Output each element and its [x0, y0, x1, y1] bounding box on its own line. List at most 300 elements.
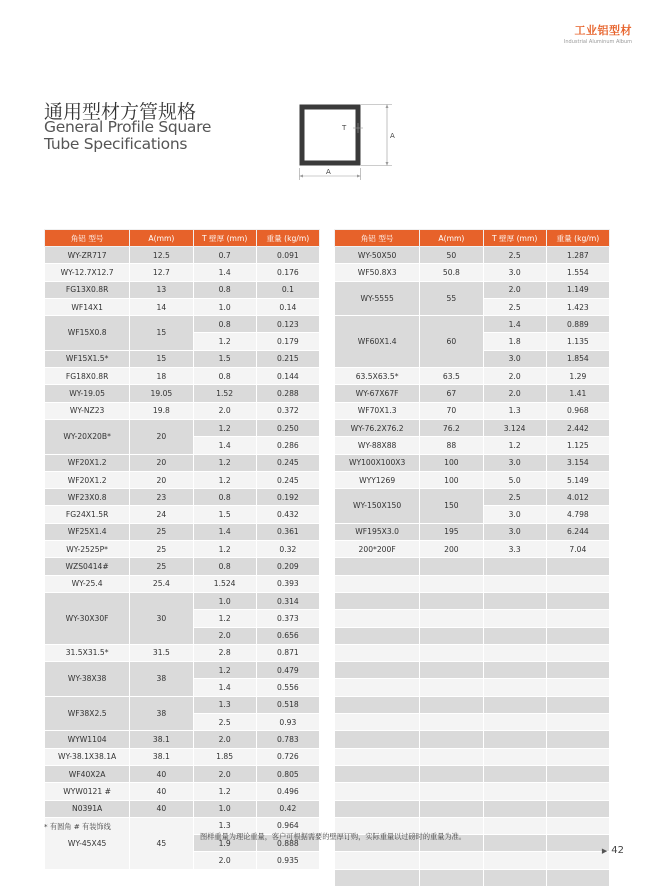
cell-a: 25 [130, 558, 193, 575]
cell-thickness: 1.4 [193, 679, 256, 696]
cell-empty [335, 558, 420, 575]
table-row-empty [335, 558, 610, 575]
cell-a: 76.2 [420, 419, 483, 436]
cell-thickness: 2.0 [193, 627, 256, 644]
cell-model: WY-20X20B* [45, 419, 130, 454]
cell-weight: 0.176 [256, 264, 319, 281]
cell-empty [335, 575, 420, 592]
cell-a: 19.05 [130, 385, 193, 402]
cell-empty [546, 679, 609, 696]
cell-a: 100 [420, 454, 483, 471]
cell-empty [483, 800, 546, 817]
cell-a: 50.8 [420, 264, 483, 281]
cell-a: 63.5 [420, 368, 483, 385]
table-row [45, 489, 320, 506]
table-row-empty [335, 679, 610, 696]
cell-empty [420, 592, 483, 609]
cell-thickness: 2.5 [483, 247, 546, 264]
table-row [335, 523, 610, 540]
cell-thickness: 0.8 [193, 558, 256, 575]
cell-a: 31.5 [130, 644, 193, 661]
cell-empty [420, 869, 483, 886]
header-model: 角铝 型号 [45, 230, 130, 247]
cell-thickness: 2.0 [483, 368, 546, 385]
cell-weight: 1.125 [546, 437, 609, 454]
cell-model: WY-67X67F [335, 385, 420, 402]
cell-model: WF20X1.2 [45, 454, 130, 471]
cell-a: 195 [420, 523, 483, 540]
cell-thickness: 1.9 [193, 835, 256, 852]
cell-thickness: 0.8 [193, 368, 256, 385]
cell-weight: 0.871 [256, 644, 319, 661]
cell-a: 25 [130, 523, 193, 540]
cell-model: WF20X1.2 [45, 471, 130, 488]
cell-empty [483, 627, 546, 644]
cell-model: WY100X100X3 [335, 454, 420, 471]
cell-empty [420, 575, 483, 592]
table-row [45, 471, 320, 488]
cell-weight: 0.314 [256, 592, 319, 609]
table-row [45, 783, 320, 800]
cell-a: 150 [420, 489, 483, 524]
table-row [335, 368, 610, 385]
cell-model: WF38X2.5 [45, 696, 130, 731]
cell-weight: 0.144 [256, 368, 319, 385]
cell-model: WY-5555 [335, 281, 420, 316]
cell-empty [335, 800, 420, 817]
table-row [45, 385, 320, 402]
table-row [45, 368, 320, 385]
cell-weight: 0.32 [256, 541, 319, 558]
table-row [45, 281, 320, 298]
cell-empty [483, 852, 546, 869]
table-row-empty [335, 748, 610, 765]
cell-weight: 0.964 [256, 817, 319, 834]
cell-empty [546, 817, 609, 834]
cell-thickness: 3.0 [483, 350, 546, 367]
cell-thickness: 1.0 [193, 800, 256, 817]
table-row [45, 506, 320, 523]
brand-name-cn: 工业铝型材 [574, 24, 632, 37]
cell-a: 24 [130, 506, 193, 523]
cell-thickness: 1.5 [193, 506, 256, 523]
cell-empty [546, 731, 609, 748]
cell-a: 23 [130, 489, 193, 506]
cell-thickness: 1.2 [193, 471, 256, 488]
table-row [45, 696, 320, 713]
cell-empty [483, 679, 546, 696]
cell-a: 70 [420, 402, 483, 419]
cell-thickness: 1.0 [193, 592, 256, 609]
cell-a: 67 [420, 385, 483, 402]
page-title-en [44, 119, 211, 153]
table-row-empty [335, 869, 610, 886]
cell-empty [335, 731, 420, 748]
cell-weight: 0.556 [256, 679, 319, 696]
table-row [45, 298, 320, 315]
table-row-empty [335, 696, 610, 713]
cell-thickness: 1.2 [193, 333, 256, 350]
cell-model: WZS0414# [45, 558, 130, 575]
cell-thickness: 1.2 [193, 662, 256, 679]
arrow-right-icon: ▶ [601, 847, 608, 855]
table-row [45, 592, 320, 609]
cell-a: 14 [130, 298, 193, 315]
cell-model: WYY1269 [335, 471, 420, 488]
cell-model: WY-12.7X12.7 [45, 264, 130, 281]
cell-model: WYW1104 [45, 731, 130, 748]
header-model: 角铝 型号 [335, 230, 420, 247]
table-row [335, 402, 610, 419]
cell-empty [546, 696, 609, 713]
table-header-row [45, 230, 320, 247]
table-row [335, 419, 610, 436]
cell-empty [546, 644, 609, 661]
tube-section-shape [302, 107, 358, 163]
cell-model: WF23X0.8 [45, 489, 130, 506]
cell-empty [546, 852, 609, 869]
table-row [45, 644, 320, 661]
cell-empty [546, 575, 609, 592]
cell-empty [335, 679, 420, 696]
cell-weight: 1.854 [546, 350, 609, 367]
table-row [335, 541, 610, 558]
cell-empty [483, 714, 546, 731]
cell-empty [546, 835, 609, 852]
table-row-empty [335, 662, 610, 679]
cell-empty [420, 852, 483, 869]
cell-empty [420, 627, 483, 644]
cell-a: 38 [130, 662, 193, 697]
cell-model: WY-NZ23 [45, 402, 130, 419]
cell-model: WF50.8X3 [335, 264, 420, 281]
cell-weight: 0.496 [256, 783, 319, 800]
cell-model: WY-2525P* [45, 541, 130, 558]
table-row-empty [335, 765, 610, 782]
cell-model: WYW0121 # [45, 783, 130, 800]
cell-empty [546, 592, 609, 609]
cell-model: FG24X1.5R [45, 506, 130, 523]
label-t: T [342, 124, 347, 132]
brand-logo [564, 22, 632, 45]
cell-weight: 0.93 [256, 714, 319, 731]
table-row [335, 471, 610, 488]
cell-a: 18 [130, 368, 193, 385]
cell-a: 50 [420, 247, 483, 264]
cell-model: WF40X2A [45, 765, 130, 782]
cell-empty [546, 765, 609, 782]
cell-model: WY-38.1X38.1A [45, 748, 130, 765]
cell-empty [483, 765, 546, 782]
table-row-empty [335, 644, 610, 661]
cell-thickness: 1.4 [193, 523, 256, 540]
cell-a: 60 [420, 316, 483, 368]
cell-thickness: 3.0 [483, 454, 546, 471]
cell-empty [335, 627, 420, 644]
cell-empty [483, 835, 546, 852]
cell-thickness: 3.3 [483, 541, 546, 558]
cell-empty [546, 748, 609, 765]
cell-model: WY-50X50 [335, 247, 420, 264]
footnote: * 有圆角 # 有装饰线 [44, 822, 111, 831]
cell-thickness: 1.5 [193, 350, 256, 367]
header-weight: 重量 (kg/m) [546, 230, 609, 247]
cell-a: 38.1 [130, 748, 193, 765]
table-row [45, 247, 320, 264]
table-row [45, 541, 320, 558]
cell-model: WY-25.4 [45, 575, 130, 592]
cell-weight: 0.361 [256, 523, 319, 540]
cell-weight: 0.372 [256, 402, 319, 419]
cell-empty [546, 558, 609, 575]
cell-empty [335, 592, 420, 609]
cell-empty [335, 610, 420, 627]
cell-thickness: 1.3 [193, 696, 256, 713]
cell-thickness: 0.8 [193, 281, 256, 298]
page-title-cn: 通用型材方管规格 [44, 101, 197, 123]
cell-empty [420, 696, 483, 713]
cell-weight: 0.192 [256, 489, 319, 506]
cell-weight: 0.1 [256, 281, 319, 298]
cell-empty [420, 558, 483, 575]
spec-table-left [44, 229, 320, 870]
table-row-empty [335, 783, 610, 800]
cell-empty [420, 644, 483, 661]
table-row [45, 731, 320, 748]
cell-weight: 0.968 [546, 402, 609, 419]
cell-empty [483, 662, 546, 679]
cell-model: WY-88X88 [335, 437, 420, 454]
table-row [335, 454, 610, 471]
cell-weight: 0.889 [546, 316, 609, 333]
cell-empty [483, 817, 546, 834]
cell-weight: 0.935 [256, 852, 319, 869]
header-a: A(mm) [130, 230, 193, 247]
cell-a: 88 [420, 437, 483, 454]
cell-weight: 0.250 [256, 419, 319, 436]
cell-thickness: 2.0 [483, 281, 546, 298]
cell-model: FG18X0.8R [45, 368, 130, 385]
cell-a: 25.4 [130, 575, 193, 592]
cell-weight: 0.288 [256, 385, 319, 402]
table-row [45, 523, 320, 540]
cell-a: 15 [130, 316, 193, 351]
title-en-line1: General Profile Square [44, 118, 212, 136]
cell-thickness: 2.0 [193, 402, 256, 419]
cell-weight: 6.244 [546, 523, 609, 540]
cell-thickness: 5.0 [483, 471, 546, 488]
cell-weight: 1.149 [546, 281, 609, 298]
cell-a: 40 [130, 765, 193, 782]
cell-thickness: 2.0 [193, 731, 256, 748]
cell-model: WY-38X38 [45, 662, 130, 697]
cell-empty [483, 592, 546, 609]
cell-empty [420, 731, 483, 748]
table-row-empty [335, 575, 610, 592]
cell-weight: 1.423 [546, 298, 609, 315]
cell-a: 38.1 [130, 731, 193, 748]
cell-empty [420, 765, 483, 782]
title-en-line2: Tube Specifications [44, 135, 188, 153]
header-thickness: T 壁厚 (mm) [193, 230, 256, 247]
table-row [335, 264, 610, 281]
cell-weight: 0.479 [256, 662, 319, 679]
cell-model: WY-ZR717 [45, 247, 130, 264]
cell-a: 55 [420, 281, 483, 316]
cell-empty [483, 575, 546, 592]
cell-empty [546, 627, 609, 644]
cell-thickness: 1.2 [193, 610, 256, 627]
cell-a: 20 [130, 454, 193, 471]
cell-model: WY-150X150 [335, 489, 420, 524]
cell-empty [420, 714, 483, 731]
cell-weight: 1.135 [546, 333, 609, 350]
cell-weight: 0.179 [256, 333, 319, 350]
cell-weight: 0.14 [256, 298, 319, 315]
table-row [45, 558, 320, 575]
cell-thickness: 2.0 [193, 852, 256, 869]
cell-a: 20 [130, 419, 193, 454]
cell-weight: 5.149 [546, 471, 609, 488]
cell-thickness: 1.2 [193, 541, 256, 558]
cell-thickness: 2.0 [193, 765, 256, 782]
cell-weight: 0.432 [256, 506, 319, 523]
cell-thickness: 3.124 [483, 419, 546, 436]
cell-weight: 1.29 [546, 368, 609, 385]
cell-thickness: 1.2 [193, 454, 256, 471]
header-weight: 重量 (kg/m) [256, 230, 319, 247]
cell-a: 200 [420, 541, 483, 558]
table-row [335, 316, 610, 333]
cell-empty [483, 731, 546, 748]
cell-thickness: 2.0 [483, 385, 546, 402]
cell-thickness: 3.0 [483, 264, 546, 281]
cell-weight: 0.215 [256, 350, 319, 367]
cell-model: WY-45X45 [45, 817, 130, 869]
table-row-empty [335, 714, 610, 731]
cell-thickness: 1.2 [193, 783, 256, 800]
table-row-empty [335, 852, 610, 869]
table-row-empty [335, 592, 610, 609]
page-number-text: 42 [611, 845, 624, 856]
cell-weight: 0.805 [256, 765, 319, 782]
cell-empty [335, 783, 420, 800]
cell-weight: 3.154 [546, 454, 609, 471]
cell-weight: 1.41 [546, 385, 609, 402]
cell-empty [483, 748, 546, 765]
cell-a: 100 [420, 471, 483, 488]
cell-empty [546, 714, 609, 731]
cell-empty [335, 662, 420, 679]
cell-a: 25 [130, 541, 193, 558]
table-row [45, 350, 320, 367]
cell-a: 12.5 [130, 247, 193, 264]
table-row [45, 419, 320, 436]
table-row [335, 247, 610, 264]
table-header-row [335, 230, 610, 247]
cell-thickness: 2.8 [193, 644, 256, 661]
cell-thickness: 2.5 [483, 298, 546, 315]
cell-thickness: 1.524 [193, 575, 256, 592]
cell-weight: 0.888 [256, 835, 319, 852]
cell-weight: 4.798 [546, 506, 609, 523]
cell-empty [335, 696, 420, 713]
cell-empty [335, 869, 420, 886]
square-tube-diagram [295, 100, 405, 185]
table-row [45, 748, 320, 765]
cell-model: WY-76.2X76.2 [335, 419, 420, 436]
cell-empty [335, 714, 420, 731]
cell-weight: 0.123 [256, 316, 319, 333]
cell-a: 13 [130, 281, 193, 298]
cell-weight: 0.726 [256, 748, 319, 765]
table-row [45, 454, 320, 471]
cell-thickness: 0.8 [193, 489, 256, 506]
cell-weight: 0.518 [256, 696, 319, 713]
table-row [45, 575, 320, 592]
cell-thickness: 1.2 [483, 437, 546, 454]
cell-model: WF25X1.4 [45, 523, 130, 540]
table-row-empty [335, 610, 610, 627]
cell-weight: 4.012 [546, 489, 609, 506]
cell-empty [546, 783, 609, 800]
cell-weight: 0.245 [256, 454, 319, 471]
cell-model: FG13X0.8R [45, 281, 130, 298]
cell-a: 40 [130, 783, 193, 800]
cell-thickness: 2.5 [483, 489, 546, 506]
cell-model: WY-19.05 [45, 385, 130, 402]
cell-model: WF70X1.3 [335, 402, 420, 419]
cell-thickness: 1.3 [193, 817, 256, 834]
cell-thickness: 1.4 [193, 264, 256, 281]
table-row [45, 662, 320, 679]
cell-weight: 0.42 [256, 800, 319, 817]
cell-a: 19.8 [130, 402, 193, 419]
table-row [45, 800, 320, 817]
table-row [335, 437, 610, 454]
cell-empty [483, 644, 546, 661]
cell-a: 30 [130, 592, 193, 644]
label-a-side: A [390, 132, 395, 140]
cell-weight: 2.442 [546, 419, 609, 436]
cell-weight: 0.245 [256, 471, 319, 488]
cell-weight: 7.04 [546, 541, 609, 558]
cell-empty [420, 662, 483, 679]
cell-weight: 0.373 [256, 610, 319, 627]
weight-note: 图样重量为理论重量，客户可根据需要的壁厚订购，实际重量以过磅时的重量为准。 [200, 832, 466, 841]
cell-empty [483, 783, 546, 800]
cell-weight: 0.286 [256, 437, 319, 454]
table-row [45, 264, 320, 281]
cell-model: WF60X1.4 [335, 316, 420, 368]
table-row [335, 489, 610, 506]
cell-empty [546, 869, 609, 886]
cell-weight: 0.091 [256, 247, 319, 264]
cell-thickness: 3.0 [483, 506, 546, 523]
cell-empty [546, 662, 609, 679]
cell-model: WY-30X30F [45, 592, 130, 644]
cell-a: 40 [130, 800, 193, 817]
cell-thickness: 1.2 [193, 419, 256, 436]
cell-empty [420, 610, 483, 627]
cell-empty [335, 765, 420, 782]
cell-model: WF15X1.5* [45, 350, 130, 367]
table-row [335, 281, 610, 298]
cell-empty [483, 696, 546, 713]
header-a: A(mm) [420, 230, 483, 247]
cell-weight: 0.656 [256, 627, 319, 644]
cell-model: WF15X0.8 [45, 316, 130, 351]
